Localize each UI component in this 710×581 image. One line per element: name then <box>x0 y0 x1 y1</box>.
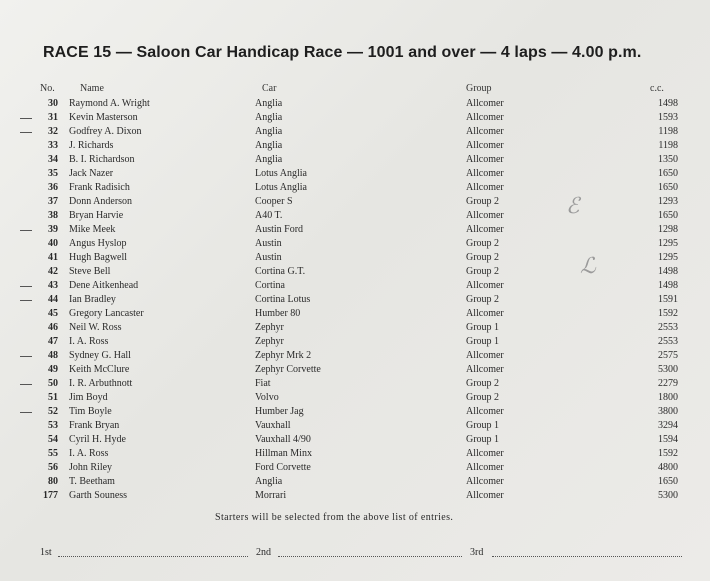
entry-number: 52 <box>48 406 58 417</box>
entry-row <box>0 195 710 209</box>
entry-number: 56 <box>48 462 58 473</box>
header-cc: c.c. <box>650 83 664 94</box>
entry-group: Allcomer <box>466 406 504 417</box>
car-model: Humber Jag <box>255 406 304 417</box>
entry-group: Group 1 <box>466 322 500 333</box>
entry-row <box>0 223 710 237</box>
entry-row <box>0 405 710 419</box>
first-place-line <box>58 556 248 557</box>
entry-number: 35 <box>48 168 58 179</box>
pencil-scribble: ℒ <box>580 254 596 279</box>
entry-number: 53 <box>48 420 58 431</box>
engine-cc: 1198 <box>658 126 678 137</box>
entry-group: Group 1 <box>466 434 500 445</box>
entry-group: Group 2 <box>466 266 500 277</box>
car-model: Zephyr <box>255 322 284 333</box>
entry-row <box>0 265 710 279</box>
entry-group: Group 1 <box>466 336 500 347</box>
driver-name: Frank Bryan <box>69 420 120 431</box>
driver-name: I. R. Arbuthnott <box>69 378 133 389</box>
header-no: No. <box>40 83 55 94</box>
driver-name: Cyril H. Hyde <box>69 434 126 445</box>
engine-cc: 2553 <box>658 322 678 333</box>
entry-row <box>0 181 710 195</box>
entry-row <box>0 237 710 251</box>
car-model: Lotus Anglia <box>255 182 307 193</box>
entry-row <box>0 293 710 307</box>
first-place-label: 1st <box>40 547 52 558</box>
entry-number: 44 <box>48 294 58 305</box>
entry-number: 55 <box>48 448 58 459</box>
driver-name: J. Richards <box>69 140 114 151</box>
entry-group: Group 2 <box>466 392 500 403</box>
engine-cc: 1350 <box>658 154 678 165</box>
driver-name: Steve Bell <box>69 266 111 277</box>
entry-group: Group 2 <box>466 294 500 305</box>
entry-group: Group 2 <box>466 238 500 249</box>
car-model: Cortina <box>255 280 285 291</box>
entry-row <box>0 475 710 489</box>
car-model: Lotus Anglia <box>255 168 307 179</box>
car-model: Morrari <box>255 490 287 501</box>
engine-cc: 2575 <box>658 350 678 361</box>
header-group: Group <box>466 83 492 94</box>
second-place-label: 2nd <box>256 547 271 558</box>
entry-group: Allcomer <box>466 490 504 501</box>
driver-name: Gregory Lancaster <box>69 308 144 319</box>
entry-number: 32 <box>48 126 58 137</box>
driver-name: Ian Bradley <box>69 294 116 305</box>
entry-group: Allcomer <box>466 126 504 137</box>
entry-group: Allcomer <box>466 462 504 473</box>
engine-cc: 3294 <box>658 420 678 431</box>
entry-group: Group 2 <box>466 378 500 389</box>
entry-row <box>0 321 710 335</box>
car-model: Zephyr Corvette <box>255 364 321 375</box>
engine-cc: 1650 <box>658 210 678 221</box>
entry-group: Allcomer <box>466 476 504 487</box>
engine-cc: 4800 <box>658 462 678 473</box>
third-place-line <box>492 556 682 557</box>
engine-cc: 1594 <box>658 434 678 445</box>
driver-name: Raymond A. Wright <box>69 98 150 109</box>
entry-number: 33 <box>48 140 58 151</box>
car-model: Cooper S <box>255 196 293 207</box>
entry-group: Allcomer <box>466 448 504 459</box>
entry-row <box>0 111 710 125</box>
entry-group: Allcomer <box>466 182 504 193</box>
engine-cc: 1592 <box>658 448 678 459</box>
header-car: Car <box>262 83 277 94</box>
entry-number: 54 <box>48 434 58 445</box>
entry-number: 36 <box>48 182 58 193</box>
race-title: RACE 15 — Saloon Car Handicap Race — 1001 and over — 4 laps — 4.00 p.m. <box>43 44 642 61</box>
engine-cc: 5300 <box>658 364 678 375</box>
engine-cc: 5300 <box>658 490 678 501</box>
entry-number: 38 <box>48 210 58 221</box>
entry-row <box>0 461 710 475</box>
engine-cc: 3800 <box>658 406 678 417</box>
entry-number: 48 <box>48 350 58 361</box>
car-model: Anglia <box>255 140 283 151</box>
third-place-label: 3rd <box>470 547 484 558</box>
pencil-scribble: ℰ <box>566 194 580 219</box>
driver-name: Keith McClure <box>69 364 130 375</box>
entry-row <box>0 139 710 153</box>
driver-name: Mike Meek <box>69 224 116 235</box>
engine-cc: 1650 <box>658 182 678 193</box>
entry-group: Group 1 <box>466 420 500 431</box>
engine-cc: 1650 <box>658 168 678 179</box>
engine-cc: 1592 <box>658 308 678 319</box>
engine-cc: 1498 <box>658 280 678 291</box>
pencil-tick-mark <box>20 132 32 133</box>
entry-group: Allcomer <box>466 224 504 235</box>
car-model: Austin <box>255 252 282 263</box>
driver-name: B. I. Richardson <box>69 154 135 165</box>
entry-number: 37 <box>48 196 58 207</box>
engine-cc: 1293 <box>658 196 678 207</box>
engine-cc: 1591 <box>658 294 678 305</box>
engine-cc: 1800 <box>658 392 678 403</box>
driver-name: Angus Hyslop <box>69 238 127 249</box>
car-model: Anglia <box>255 476 283 487</box>
car-model: Cortina Lotus <box>255 294 311 305</box>
entry-number: 43 <box>48 280 58 291</box>
entry-row <box>0 489 710 503</box>
entry-number: 80 <box>48 476 58 487</box>
engine-cc: 2279 <box>658 378 678 389</box>
engine-cc: 1650 <box>658 476 678 487</box>
car-model: Austin <box>255 238 282 249</box>
entry-number: 50 <box>48 378 58 389</box>
entry-number: 41 <box>48 252 58 263</box>
entry-row <box>0 153 710 167</box>
driver-name: Jack Nazer <box>69 168 114 179</box>
car-model: Anglia <box>255 154 283 165</box>
driver-name: T. Beetham <box>69 476 115 487</box>
entry-row <box>0 349 710 363</box>
driver-name: Kevin Masterson <box>69 112 138 123</box>
entry-row <box>0 125 710 139</box>
driver-name: Hugh Bagwell <box>69 252 128 263</box>
engine-cc: 1295 <box>658 238 678 249</box>
entry-number: 31 <box>48 112 58 123</box>
entry-row <box>0 335 710 349</box>
driver-name: Godfrey A. Dixon <box>69 126 142 137</box>
entry-number: 49 <box>48 364 58 375</box>
entry-number: 46 <box>48 322 58 333</box>
car-model: Cortina G.T. <box>255 266 306 277</box>
pencil-tick-mark <box>20 300 32 301</box>
entry-group: Allcomer <box>466 210 504 221</box>
entry-number: 51 <box>48 392 58 403</box>
entry-list <box>0 97 710 503</box>
driver-name: Tim Boyle <box>69 406 112 417</box>
car-model: Anglia <box>255 98 283 109</box>
driver-name: I. A. Ross <box>69 336 109 347</box>
driver-name: Donn Anderson <box>69 196 133 207</box>
entry-row <box>0 419 710 433</box>
entry-group: Allcomer <box>466 364 504 375</box>
entry-row <box>0 377 710 391</box>
engine-cc: 1198 <box>658 140 678 151</box>
pencil-tick-mark <box>20 384 32 385</box>
entry-row <box>0 363 710 377</box>
entry-group: Group 2 <box>466 196 500 207</box>
car-model: Vauxhall 4/90 <box>255 434 311 445</box>
entry-row <box>0 433 710 447</box>
entry-number: 39 <box>48 224 58 235</box>
entry-group: Allcomer <box>466 350 504 361</box>
engine-cc: 1593 <box>658 112 678 123</box>
entry-row <box>0 307 710 321</box>
entry-row <box>0 167 710 181</box>
entry-row <box>0 391 710 405</box>
engine-cc: 1498 <box>658 98 678 109</box>
entry-number: 34 <box>48 154 58 165</box>
engine-cc: 1295 <box>658 252 678 263</box>
entry-number: 47 <box>48 336 58 347</box>
pencil-tick-mark <box>20 118 32 119</box>
pencil-tick-mark <box>20 230 32 231</box>
entry-number: 42 <box>48 266 58 277</box>
driver-name: Bryan Harvie <box>69 210 124 221</box>
entry-number: 45 <box>48 308 58 319</box>
footnote: Starters will be selected from the above list of entries. <box>215 512 454 523</box>
car-model: Vauxhall <box>255 420 291 431</box>
second-place-line <box>278 556 462 557</box>
car-model: Zephyr <box>255 336 284 347</box>
entry-row <box>0 97 710 111</box>
car-model: Humber 80 <box>255 308 301 319</box>
entry-number: 30 <box>48 98 58 109</box>
car-model: Austin Ford <box>255 224 304 235</box>
entry-number: 177 <box>43 490 58 501</box>
engine-cc: 1498 <box>658 266 678 277</box>
pencil-tick-mark <box>20 356 32 357</box>
car-model: Anglia <box>255 126 283 137</box>
driver-name: Sydney G. Hall <box>69 350 131 361</box>
entry-number: 40 <box>48 238 58 249</box>
driver-name: Dene Aitkenhead <box>69 280 139 291</box>
car-model: Anglia <box>255 112 283 123</box>
header-name: Name <box>80 83 104 94</box>
car-model: Zephyr Mrk 2 <box>255 350 312 361</box>
pencil-tick-mark <box>20 286 32 287</box>
driver-name: Jim Boyd <box>69 392 108 403</box>
car-model: Fiat <box>255 378 271 389</box>
car-model: Volvo <box>255 392 279 403</box>
entry-group: Allcomer <box>466 140 504 151</box>
engine-cc: 2553 <box>658 336 678 347</box>
entry-group: Allcomer <box>466 280 504 291</box>
pencil-tick-mark <box>20 412 32 413</box>
driver-name: Frank Radisich <box>69 182 130 193</box>
entry-group: Allcomer <box>466 308 504 319</box>
driver-name: John Riley <box>69 462 113 473</box>
entry-row <box>0 209 710 223</box>
entry-group: Allcomer <box>466 168 504 179</box>
entry-group: Allcomer <box>466 154 504 165</box>
car-model: Hillman Minx <box>255 448 312 459</box>
entry-row <box>0 447 710 461</box>
entry-group: Allcomer <box>466 112 504 123</box>
entry-row <box>0 251 710 265</box>
car-model: Ford Corvette <box>255 462 311 473</box>
car-model: A40 T. <box>255 210 283 221</box>
driver-name: Garth Souness <box>69 490 128 501</box>
engine-cc: 1298 <box>658 224 678 235</box>
entry-row <box>0 279 710 293</box>
entry-group: Group 2 <box>466 252 500 263</box>
entry-group: Allcomer <box>466 98 504 109</box>
driver-name: Neil W. Ross <box>69 322 122 333</box>
driver-name: I. A. Ross <box>69 448 109 459</box>
